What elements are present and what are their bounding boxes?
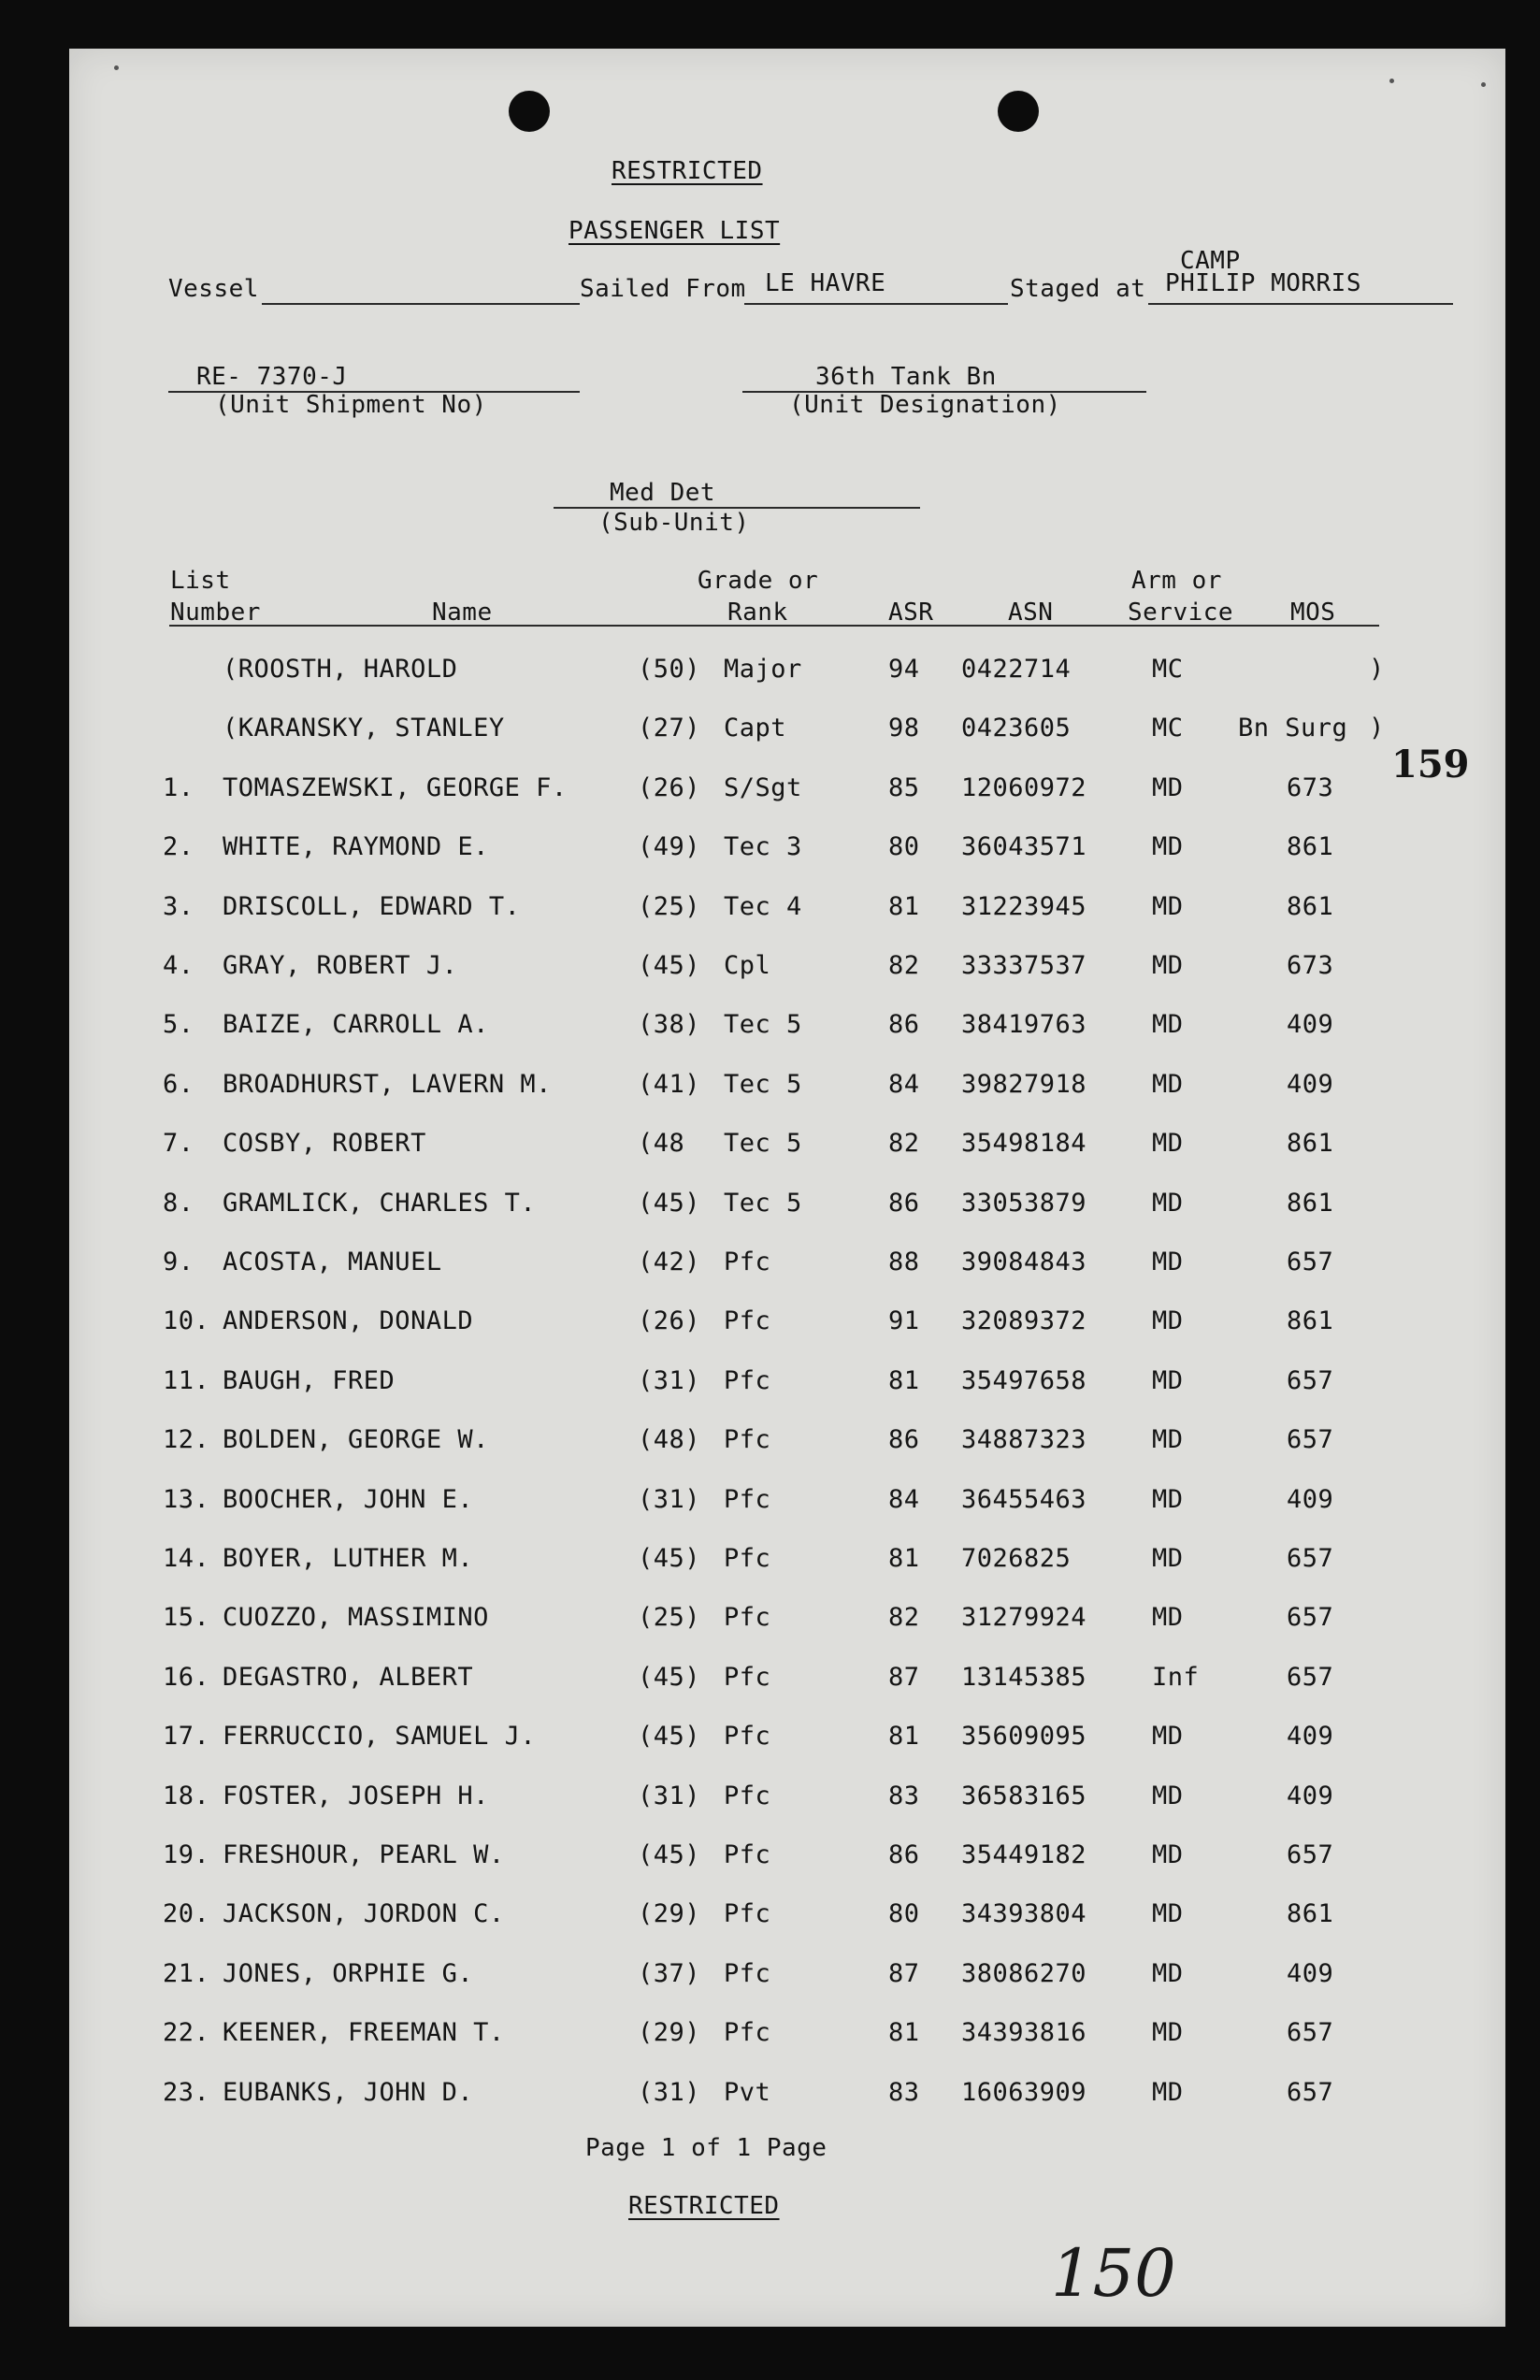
passenger-name: BAUGH, FRED [223, 1365, 396, 1395]
passenger-name: FOSTER, JOSEPH H. [223, 1781, 489, 1810]
restricted-footer: RESTRICTED [628, 2192, 780, 2220]
arm-or-service: MD [1152, 1069, 1184, 1099]
asr-score: 88 [888, 1248, 920, 1277]
grade-or-rank: Pfc [724, 1840, 771, 1869]
staged-at-value-line2: PHILIP MORRIS [1165, 269, 1361, 297]
table-row [69, 1544, 1505, 1581]
mos: 657 [1287, 1603, 1334, 1633]
asr-score: 80 [888, 1899, 920, 1929]
age: (45) [638, 951, 701, 980]
grade-or-rank: Tec 5 [724, 1188, 802, 1218]
age: (41) [638, 1069, 701, 1099]
punch-hole-right [998, 91, 1039, 132]
passenger-name: BROADHURST, LAVERN M. [223, 1069, 552, 1099]
passenger-name: DRISCOLL, EDWARD T. [223, 891, 521, 921]
staged-at-field [1148, 303, 1453, 305]
grade-or-rank: Major [724, 655, 802, 684]
stamp-number: 159 [1391, 743, 1470, 786]
asn: 38419763 [961, 1010, 1087, 1040]
asn: 39827918 [961, 1069, 1087, 1099]
mos: Bn Surg [1238, 714, 1348, 743]
asr-score: 83 [888, 1781, 920, 1810]
asr-score: 86 [888, 1188, 920, 1218]
table-row [69, 1840, 1505, 1878]
asn: 7026825 [961, 1544, 1072, 1573]
age: (26) [638, 1306, 701, 1336]
asr-score: 86 [888, 1425, 920, 1455]
mos: 657 [1287, 2018, 1334, 2048]
grade-or-rank: Tec 5 [724, 1069, 802, 1099]
mos: 657 [1287, 1425, 1334, 1455]
table-row [69, 1663, 1505, 1700]
passenger-name: (KARANSKY, STANLEY [223, 714, 505, 743]
age: (26) [638, 772, 701, 802]
age: (42) [638, 1248, 701, 1277]
asr-score: 83 [888, 2077, 920, 2107]
mos: 861 [1287, 1899, 1334, 1929]
asn: 12060972 [961, 772, 1087, 802]
grade-or-rank: Pfc [724, 1484, 771, 1514]
col-arm-1: Arm or [1131, 567, 1222, 595]
age: (25) [638, 891, 701, 921]
list-number: 21. [163, 1958, 210, 1988]
sub-unit: Med Det [610, 479, 716, 507]
speck [114, 65, 119, 70]
grade-or-rank: Tec 3 [724, 832, 802, 862]
grade-or-rank: S/Sgt [724, 772, 802, 802]
arm-or-service: Inf [1152, 1662, 1200, 1692]
asn: 31223945 [961, 891, 1087, 921]
list-number: 5. [163, 1010, 194, 1040]
col-list-number-2: Number [170, 599, 261, 627]
passenger-name: KEENER, FREEMAN T. [223, 2018, 505, 2048]
list-number: 13. [163, 1484, 210, 1514]
arm-or-service: MD [1152, 1899, 1184, 1929]
age: (27) [638, 714, 701, 743]
col-list-number-1: List [170, 567, 231, 595]
passenger-name: ACOSTA, MANUEL [223, 1248, 442, 1277]
asn: 13145385 [961, 1662, 1087, 1692]
header-rule [169, 625, 1379, 627]
table-row [69, 1603, 1505, 1640]
col-grade-2: Rank [727, 599, 788, 627]
arm-or-service: MD [1152, 1722, 1184, 1752]
sub-unit-caption: (Sub-Unit) [598, 509, 750, 537]
asn: 0423605 [961, 714, 1072, 743]
table-row [69, 773, 1505, 811]
asr-score: 87 [888, 1958, 920, 1988]
list-number: 8. [163, 1188, 194, 1218]
passenger-name: CUOZZO, MASSIMINO [223, 1603, 489, 1633]
table-row [69, 832, 1505, 870]
col-asn: ASN [1008, 599, 1054, 627]
list-number: 14. [163, 1544, 210, 1573]
list-number: 10. [163, 1306, 210, 1336]
list-number: 3. [163, 891, 194, 921]
grade-or-rank: Pfc [724, 1425, 771, 1455]
arm-or-service: MD [1152, 1010, 1184, 1040]
passenger-name: COSBY, ROBERT [223, 1129, 426, 1159]
arm-or-service: MC [1152, 655, 1184, 684]
table-row [69, 1899, 1505, 1937]
arm-or-service: MD [1152, 1365, 1184, 1395]
age: (45) [638, 1544, 701, 1573]
mos: 409 [1287, 1069, 1334, 1099]
asn: 31279924 [961, 1603, 1087, 1633]
passenger-name: GRAMLICK, CHARLES T. [223, 1188, 537, 1218]
grade-or-rank: Pfc [724, 1603, 771, 1633]
age: (29) [638, 2018, 701, 2048]
asr-score: 98 [888, 714, 920, 743]
table-row [69, 1722, 1505, 1759]
asr-score: 82 [888, 951, 920, 980]
mos: 657 [1287, 2077, 1334, 2107]
col-arm-2: Service [1128, 599, 1234, 627]
arm-or-service: MD [1152, 1129, 1184, 1159]
mos: 657 [1287, 1840, 1334, 1869]
asn: 35498184 [961, 1129, 1087, 1159]
sailed-from-value: LE HAVRE [765, 269, 886, 297]
mos: 673 [1287, 951, 1334, 980]
grade-or-rank: Pfc [724, 1899, 771, 1929]
asr-score: 82 [888, 1129, 920, 1159]
table-row [69, 655, 1505, 692]
grade-or-rank: Tec 5 [724, 1129, 802, 1159]
arm-or-service: MC [1152, 714, 1184, 743]
list-number: 12. [163, 1425, 210, 1455]
arm-or-service: MD [1152, 1603, 1184, 1633]
age: (31) [638, 1365, 701, 1395]
mos: 409 [1287, 1958, 1334, 1988]
arm-or-service: MD [1152, 1306, 1184, 1336]
table-row [69, 1366, 1505, 1404]
table-row [69, 1129, 1505, 1166]
list-number: 22. [163, 2018, 210, 2048]
col-name: Name [432, 599, 493, 627]
asr-score: 94 [888, 655, 920, 684]
asn: 35609095 [961, 1722, 1087, 1752]
table-row [69, 1959, 1505, 1997]
asn: 39084843 [961, 1248, 1087, 1277]
grade-or-rank: Pfc [724, 2018, 771, 2048]
grade-or-rank: Cpl [724, 951, 771, 980]
speck [1481, 82, 1486, 87]
age: (38) [638, 1010, 701, 1040]
list-number: 9. [163, 1248, 194, 1277]
list-number: 6. [163, 1069, 194, 1099]
table-row [69, 1425, 1505, 1463]
asr-score: 81 [888, 1365, 920, 1395]
age: (45) [638, 1840, 701, 1869]
asn: 36043571 [961, 832, 1087, 862]
list-number: 17. [163, 1722, 210, 1752]
document-title: PASSENGER LIST [569, 217, 781, 245]
passenger-name: WHITE, RAYMOND E. [223, 832, 489, 862]
table-row [69, 1189, 1505, 1226]
asn: 33053879 [961, 1188, 1087, 1218]
age: (31) [638, 1781, 701, 1810]
mos: 861 [1287, 832, 1334, 862]
age: (45) [638, 1662, 701, 1692]
age: (48) [638, 1425, 701, 1455]
vessel-field [262, 303, 580, 305]
asn: 34393816 [961, 2018, 1087, 2048]
table-row [69, 1070, 1505, 1107]
age: (45) [638, 1188, 701, 1218]
mos: 657 [1287, 1365, 1334, 1395]
list-number: 2. [163, 832, 194, 862]
mos: 673 [1287, 772, 1334, 802]
mos: 861 [1287, 1129, 1334, 1159]
grade-or-rank: Capt [724, 714, 787, 743]
asn: 32089372 [961, 1306, 1087, 1336]
passenger-name: BOOCHER, JOHN E. [223, 1484, 474, 1514]
age: (25) [638, 1603, 701, 1633]
asn: 35497658 [961, 1365, 1087, 1395]
unit-designation-caption: (Unit Designation) [789, 391, 1061, 419]
grade-or-rank: Pfc [724, 1306, 771, 1336]
table-row [69, 2018, 1505, 2055]
asn: 33337537 [961, 951, 1087, 980]
asr-score: 87 [888, 1662, 920, 1692]
arm-or-service: MD [1152, 1781, 1184, 1810]
grade-or-rank: Pfc [724, 1662, 771, 1692]
age: (50) [638, 655, 701, 684]
grade-or-rank: Tec 5 [724, 1010, 802, 1040]
asr-score: 86 [888, 1840, 920, 1869]
punch-hole-left [509, 91, 550, 132]
grade-or-rank: Pfc [724, 1544, 771, 1573]
arm-or-service: MD [1152, 1840, 1184, 1869]
grade-or-rank: Pfc [724, 1958, 771, 1988]
asn: 36583165 [961, 1781, 1087, 1810]
mos: 657 [1287, 1662, 1334, 1692]
unit-designation: 36th Tank Bn [815, 363, 997, 391]
handwritten-number: 150 [1051, 2235, 1176, 2312]
mos: 409 [1287, 1484, 1334, 1514]
arm-or-service: MD [1152, 2018, 1184, 2048]
list-number: 16. [163, 1662, 210, 1692]
bracket: ) [1369, 655, 1385, 684]
arm-or-service: MD [1152, 1248, 1184, 1277]
arm-or-service: MD [1152, 891, 1184, 921]
asr-score: 91 [888, 1306, 920, 1336]
col-grade-1: Grade or [698, 567, 819, 595]
arm-or-service: MD [1152, 1958, 1184, 1988]
age: (29) [638, 1899, 701, 1929]
document-page [69, 49, 1505, 2327]
arm-or-service: MD [1152, 951, 1184, 980]
list-number: 23. [163, 2077, 210, 2107]
asn: 36455463 [961, 1484, 1087, 1514]
asr-score: 81 [888, 1544, 920, 1573]
bracket: ) [1369, 714, 1385, 743]
list-number: 11. [163, 1365, 210, 1395]
passenger-name: BOYER, LUTHER M. [223, 1544, 474, 1573]
list-number: 7. [163, 1129, 194, 1159]
arm-or-service: MD [1152, 1484, 1184, 1514]
asn: 0422714 [961, 655, 1072, 684]
table-row [69, 1781, 1505, 1819]
mos: 861 [1287, 1306, 1334, 1336]
staged-at-label: Staged at [1010, 275, 1146, 303]
age: (48 [638, 1129, 685, 1159]
asn: 34393804 [961, 1899, 1087, 1929]
passenger-name: BAIZE, CARROLL A. [223, 1010, 489, 1040]
passenger-name: BOLDEN, GEORGE W. [223, 1425, 489, 1455]
col-mos: MOS [1290, 599, 1336, 627]
asr-score: 80 [888, 832, 920, 862]
list-number: 1. [163, 772, 194, 802]
arm-or-service: MD [1152, 1425, 1184, 1455]
passenger-name: GRAY, ROBERT J. [223, 951, 458, 980]
table-row [69, 1248, 1505, 1285]
speck [1389, 79, 1394, 83]
table-row [69, 892, 1505, 930]
asn: 16063909 [961, 2077, 1087, 2107]
passenger-name: ANDERSON, DONALD [223, 1306, 474, 1336]
col-asr: ASR [888, 599, 934, 627]
list-number: 18. [163, 1781, 210, 1810]
passenger-name: JACKSON, JORDON C. [223, 1899, 505, 1929]
grade-or-rank: Pfc [724, 1365, 771, 1395]
staged-at-value-line1: CAMP [1180, 247, 1241, 275]
mos: 409 [1287, 1722, 1334, 1752]
passenger-name: FRESHOUR, PEARL W. [223, 1840, 505, 1869]
mos: 657 [1287, 1544, 1334, 1573]
asr-score: 81 [888, 2018, 920, 2048]
grade-or-rank: Pfc [724, 1722, 771, 1752]
asn: 34887323 [961, 1425, 1087, 1455]
table-row [69, 714, 1505, 751]
unit-shipment-number: RE- 7370-J [196, 363, 348, 391]
asr-score: 84 [888, 1069, 920, 1099]
asn: 35449182 [961, 1840, 1087, 1869]
table-row [69, 1485, 1505, 1522]
mos: 861 [1287, 1188, 1334, 1218]
mos: 409 [1287, 1010, 1334, 1040]
mos: 861 [1287, 891, 1334, 921]
arm-or-service: MD [1152, 2077, 1184, 2107]
grade-or-rank: Pvt [724, 2077, 771, 2107]
grade-or-rank: Tec 4 [724, 891, 802, 921]
list-number: 20. [163, 1899, 210, 1929]
table-row [69, 951, 1505, 988]
asr-score: 81 [888, 1722, 920, 1752]
age: (31) [638, 2077, 701, 2107]
age: (45) [638, 1722, 701, 1752]
mos: 409 [1287, 1781, 1334, 1810]
list-number: 4. [163, 951, 194, 980]
grade-or-rank: Pfc [724, 1781, 771, 1810]
sailed-from-label: Sailed From [580, 275, 746, 303]
age: (49) [638, 832, 701, 862]
asr-score: 86 [888, 1010, 920, 1040]
arm-or-service: MD [1152, 1188, 1184, 1218]
grade-or-rank: Pfc [724, 1248, 771, 1277]
asn: 38086270 [961, 1958, 1087, 1988]
age: (37) [638, 1958, 701, 1988]
arm-or-service: MD [1152, 832, 1184, 862]
passenger-name: (ROOSTH, HAROLD [223, 655, 458, 684]
table-row [69, 1010, 1505, 1047]
age: (31) [638, 1484, 701, 1514]
unit-shipment-caption: (Unit Shipment No) [215, 391, 487, 419]
asr-score: 85 [888, 772, 920, 802]
passenger-name: EUBANKS, JOHN D. [223, 2077, 474, 2107]
passenger-name: TOMASZEWSKI, GEORGE F. [223, 772, 568, 802]
sailed-from-field [744, 303, 1008, 305]
asr-score: 84 [888, 1484, 920, 1514]
restricted-header: RESTRICTED [612, 157, 763, 185]
passenger-name: JONES, ORPHIE G. [223, 1958, 474, 1988]
passenger-name: DEGASTRO, ALBERT [223, 1662, 474, 1692]
list-number: 19. [163, 1840, 210, 1869]
list-number: 15. [163, 1603, 210, 1633]
asr-score: 81 [888, 891, 920, 921]
arm-or-service: MD [1152, 772, 1184, 802]
page-indicator: Page 1 of 1 Page [585, 2134, 828, 2162]
table-row [69, 2078, 1505, 2115]
mos: 657 [1287, 1248, 1334, 1277]
passenger-name: FERRUCCIO, SAMUEL J. [223, 1722, 537, 1752]
asr-score: 82 [888, 1603, 920, 1633]
table-row [69, 1306, 1505, 1344]
arm-or-service: MD [1152, 1544, 1184, 1573]
vessel-label: Vessel [168, 275, 259, 303]
